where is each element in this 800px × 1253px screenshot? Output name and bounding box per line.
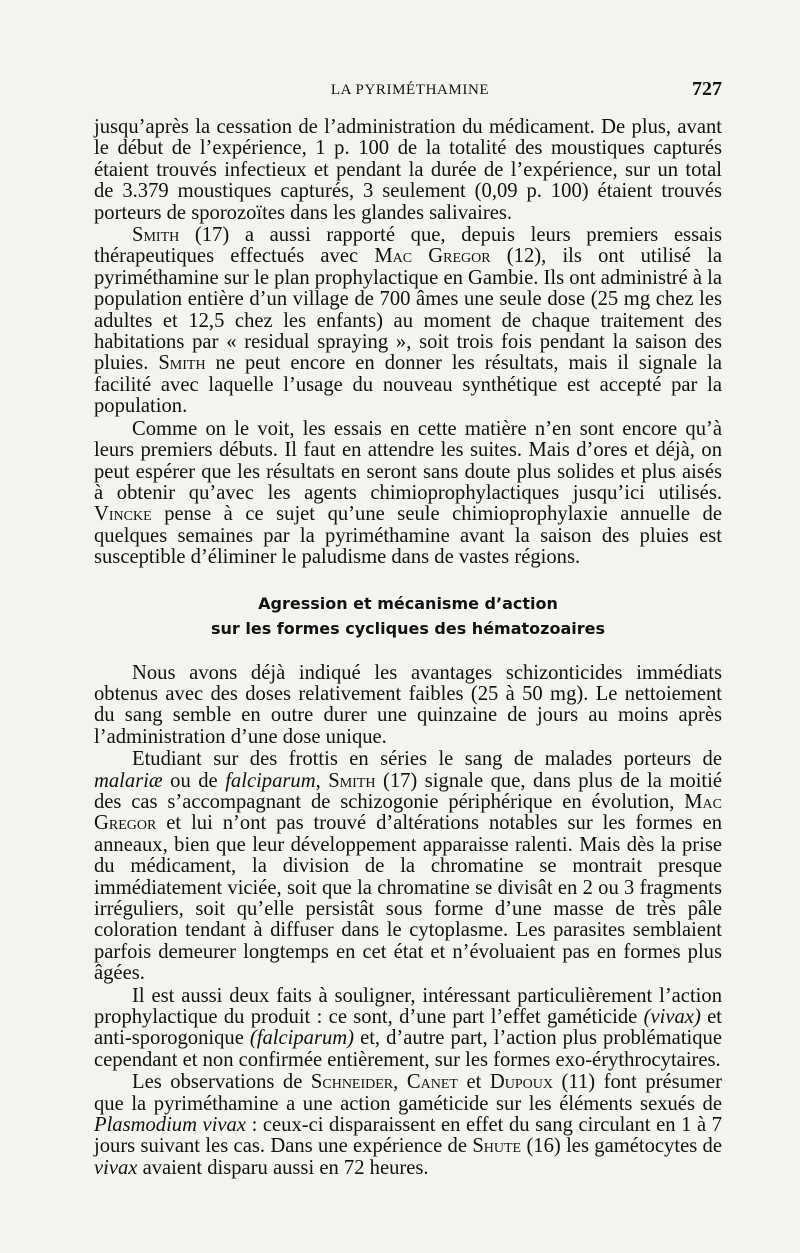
text: avaient disparu aussi en 72 heures. [137,1156,429,1179]
author-mac-gregor: Mac Gregor [374,245,491,268]
author-schneider: Schneider [310,1071,394,1094]
term-falciparum: (falciparum) [249,1027,355,1050]
text: (12), ils ont utilisé la pyriméthamine sur le plan prophylactique en Gambie. Ils ont administré à la population entière d’un village de 700 âmes une seule dose (25 mg chez les adultes et 12,5 chez les enfants) au moment de chaque traitement des habitations par « residual spraying », soit trois fois pendant la saison des pluies. [94,245,722,375]
text: ne peut encore en donner les résultats, mais il signale la facilité avec laquelle l’usage du nouveau synthétique est accepté par la population. [94,352,722,418]
paragraph-3 [94,419,722,569]
running-head [0,78,800,106]
paragraph-2 [94,225,722,418]
text: , [393,1071,407,1094]
paragraph-4-text: Nous avons déjà indiqué les avantages schizonticides immédiats obtenus avec des doses relativement faibles (25 à 50 mg). Le nettoiement du sang semble en outre durer une quinzaine de jours au moins après l’administration d’une dose unique. [94,661,722,748]
paragraph-4 [94,663,722,749]
term-plasmodium-vivax: Plasmodium vivax [94,1114,246,1137]
text: Etudiant sur des frottis en séries le sang de malades porteurs de [132,748,722,771]
term-malariae: malariæ [94,769,163,792]
section-heading-line-2: sur les formes cycliques des hématozoaires [210,618,606,638]
author-mac-gregor: Mac Gregor [94,790,722,835]
author-dupoux: Dupoux [489,1071,553,1094]
section-heading-line-1: Agression et mécanisme d’action [258,593,558,613]
text: : ceux-ci disparaissent en effet du sang circulant en 1 à 7 jours suivant les cas. Dans une expérience de [94,1114,723,1158]
paragraph-1 [94,117,722,224]
text: (11) font présumer que la pyriméthamine a une action gaméticide sur les éléments sexués de [94,1071,722,1115]
paragraph-1-text: jusqu’après la cessation de l’administration du médicament. De plus, avant le début de l’expérience, 1 p. 100 de la totalité des moustiques capturés étaient trouvés infectieux et pendant la durée de l’expérience, sur un total de 3.379 moustiques capturés, 3 seulement (0,09 p. 100) étaient trouvés porteurs de sporozoïtes dans les glandes salivaires. [94,116,722,224]
text: Comme on le voit, les essais en cette matière n’en sont encore qu’à leurs premiers débuts. Il faut en attendre les suites. Mais d’ores et déjà, on peut espérer que les résultats en seront sans doute plus solides et plus aisés à obtenir qu’avec les agents chimioprophylactiques jusqu’ici utilisés. [94,417,722,504]
term-vivax: (vivax) [643,1006,701,1029]
text: et [457,1071,490,1094]
text: Les observations de [132,1071,311,1094]
text: , [315,769,329,792]
text: ou de [162,769,226,792]
text: (17) signale que, dans plus de la moitié des cas s’accompagnant de schizogonie périphérique en évolution, [94,769,722,813]
text: et lui n’ont pas trouvé d’altérations notables sur les formes en anneaux, bien que leur développement apparaisse ralenti. Mais dès la prise du médicament, la division de la chromatine se montrait presque immédiatement viciée, soit que la chromatine se divisât en 2 ou 3 fragments irréguliers, soit qu’elle persistât sous forme d’une masse de très pâle coloration tendant à diffuser dans le cytoplasme. Les parasites semblaient parfois demeurer longtemps en cet état et n’évoluaient pas en formes plus âgées. [94,812,722,985]
author-smith: Smith [328,769,376,792]
text: (16) les gamétocytes de [521,1135,722,1158]
paragraph-5 [94,749,722,984]
term-falciparum: falciparum [225,769,316,792]
author-canet: Canet [406,1071,458,1094]
text: et, d’autre part, l’action plus problématique cependant et non confirmée entièrement, sur les formes exo-érythrocytaires. [94,1027,722,1071]
text: Il est aussi deux faits à souligner, intéressant particulièrement l’action prophylactique du produit : ce sont, d’une part l’effet gaméticide [94,984,722,1029]
author-smith: Smith [132,224,180,247]
text: (17) a aussi rapporté que, depuis leurs premiers essais thérapeutiques effectués avec [94,224,722,268]
term-vivax: vivax [94,1156,138,1179]
author-smith: Smith [158,352,206,375]
author-shute: Shute [472,1135,522,1158]
text: pense à ce sujet qu’une seule chimioprophylaxie annuelle de quelques semaines par la pyriméthamine avant la saison des pluies est susceptible d’éliminer le paludisme dans de vastes régions. [94,503,722,569]
paragraph-6 [94,986,722,1072]
text: et anti-sporogonique [94,1006,722,1050]
page-number: 727 [692,78,722,100]
paragraph-7 [94,1072,722,1179]
section-heading [94,591,722,641]
body-text [94,117,722,1179]
author-vincke: Vincke [94,503,152,526]
running-title: LA PYRIMÉTHAMINE [330,82,490,98]
